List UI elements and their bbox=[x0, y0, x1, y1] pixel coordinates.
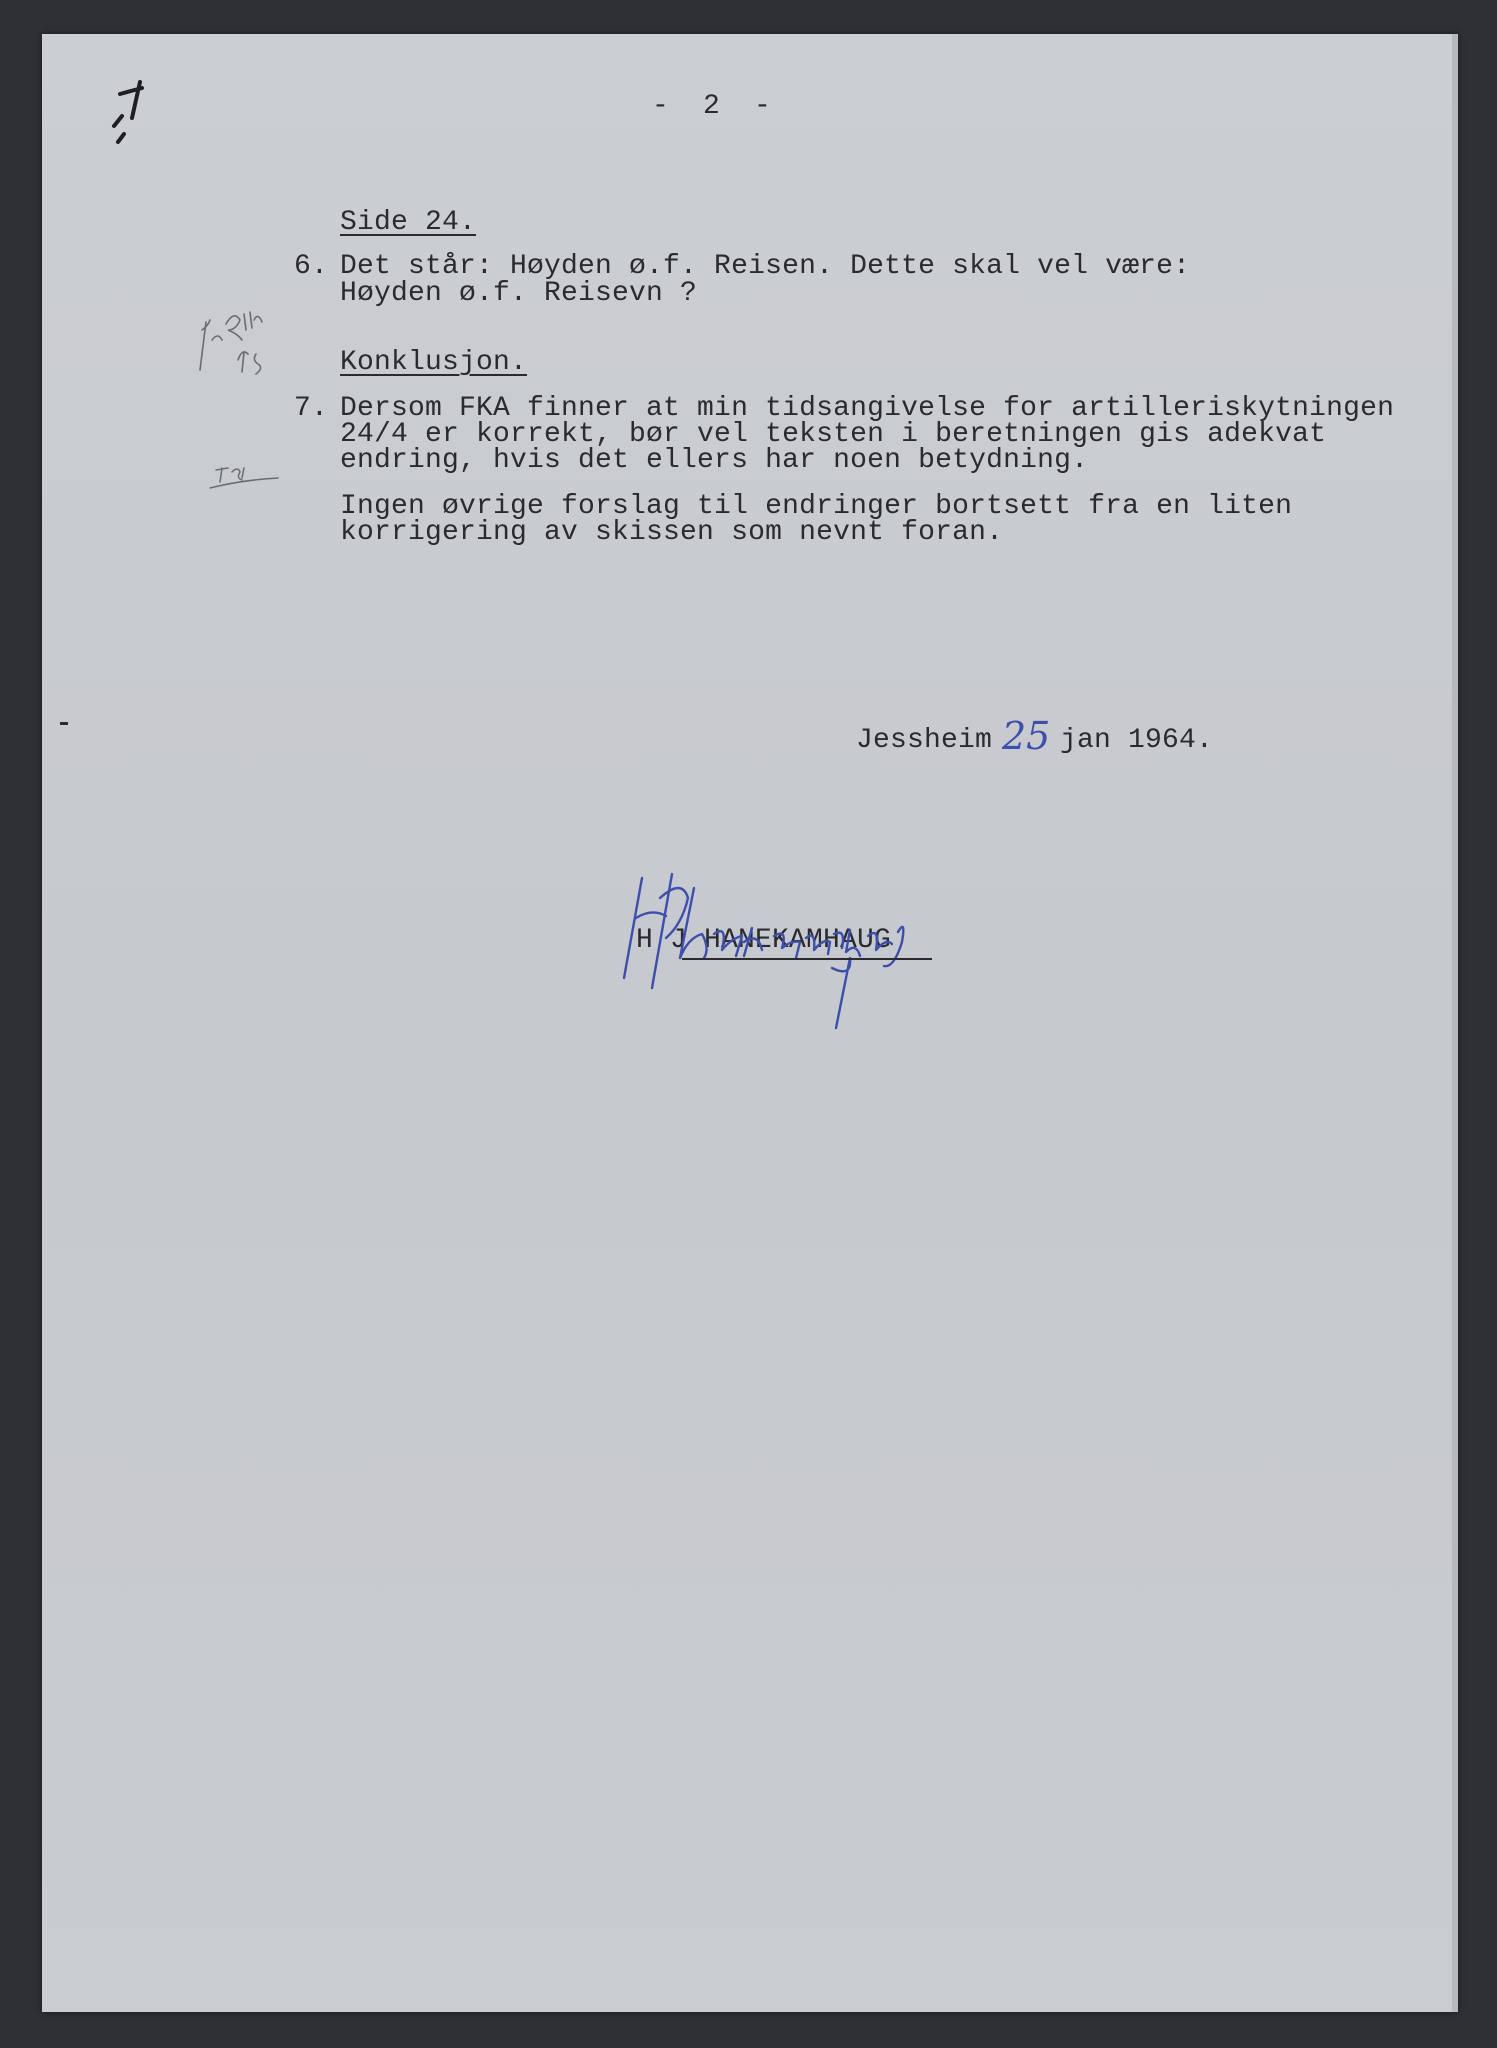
page-edge bbox=[1452, 34, 1458, 2012]
item7-line3: endring, hvis det ellers har noen betydning. bbox=[340, 445, 1089, 476]
item6-line2: Høyden ø.f. Reisevn ? bbox=[340, 278, 698, 309]
margin-note-pencil bbox=[182, 290, 292, 400]
conclusion-heading: Konklusjon. bbox=[340, 347, 528, 378]
corner-pencil-mark bbox=[82, 62, 162, 162]
margin-initials-pencil bbox=[202, 454, 282, 494]
typed-name: H J HANEKAMHAUG bbox=[636, 925, 892, 956]
item7-number: 7. bbox=[294, 393, 329, 424]
dateline-place: Jessheim bbox=[856, 725, 993, 756]
item7-line2: 24/4 er korrekt, bør vel teksten i beretningen gis adekvat bbox=[340, 419, 1327, 450]
side-heading: Side 24. bbox=[340, 207, 477, 238]
document-page bbox=[42, 34, 1458, 2012]
dateline-day: 25 bbox=[1002, 714, 1051, 758]
item7-line1: Dersom FKA finner at min tidsangivelse for artilleriskytningen bbox=[340, 393, 1395, 424]
page-number: - 2 - bbox=[652, 91, 772, 122]
handwritten-signature bbox=[602, 838, 942, 1038]
margin-dash bbox=[60, 722, 68, 725]
closing-line1: Ingen øvrige forslag til endringer bortsett fra en liten bbox=[340, 491, 1293, 522]
item6-number: 6. bbox=[294, 251, 329, 282]
closing-line2: korrigering av skissen som nevnt foran. bbox=[340, 517, 1004, 548]
dateline-rest: jan 1964. bbox=[1060, 725, 1214, 756]
item6-line1: Det står: Høyden ø.f. Reisen. Dette skal vel være: bbox=[340, 251, 1191, 282]
signature-underline bbox=[682, 958, 932, 960]
